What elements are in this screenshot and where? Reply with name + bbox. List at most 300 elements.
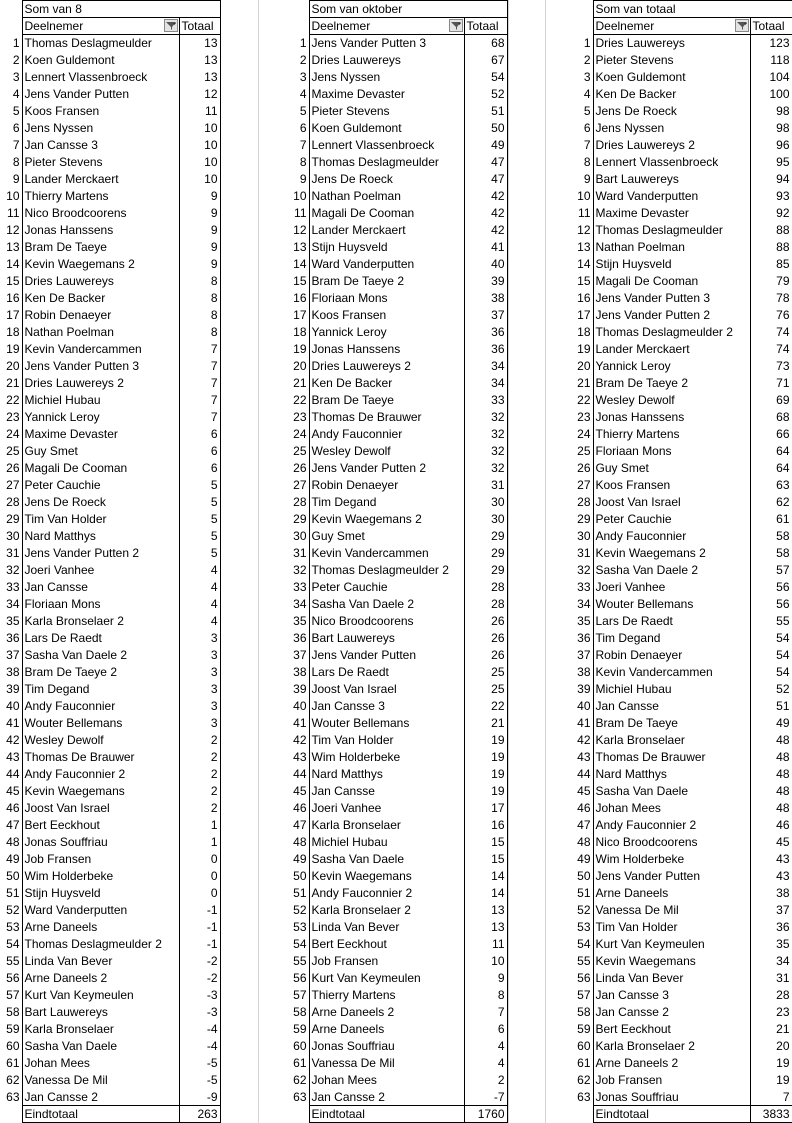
table-row[interactable] [288,817,507,834]
row-number: 53 [577,920,591,934]
table-row[interactable] [0,188,220,205]
table-row[interactable] [288,256,507,273]
participant-name: Nard Matthys [593,766,750,783]
table-row[interactable] [288,664,507,681]
participant-total: 43 [750,851,792,868]
table-row[interactable] [288,885,507,902]
table-row[interactable] [288,35,507,52]
table-row[interactable] [0,834,220,851]
table-row[interactable] [0,1021,220,1038]
row-number: 9 [12,172,20,186]
participant-total: 15 [464,851,507,868]
participant-total: 3 [179,681,220,698]
participant-name: Vanessa De Mil [593,902,750,919]
participant-total: 9 [179,256,220,273]
row-number: 18 [6,325,20,339]
table-row[interactable] [288,52,507,69]
table-row[interactable] [0,35,220,52]
row-number: 38 [6,665,20,679]
participant-name: Karla Bronselaer [22,1021,179,1038]
header-deelnemer-label: Deelnemer [311,19,371,33]
participant-name: Bart Lauwereys [593,171,750,188]
table-row[interactable] [0,69,220,86]
table-row[interactable] [288,494,507,511]
table-row[interactable] [0,579,220,596]
table-row[interactable] [288,409,507,426]
table-row[interactable] [572,1055,792,1072]
table-row[interactable] [288,562,507,579]
participant-name: Sasha Van Daele [593,783,750,800]
row-number: 19 [6,342,20,356]
table-row[interactable] [288,681,507,698]
participant-name: Ward Vanderputten [22,902,179,919]
table-row[interactable] [288,715,507,732]
participant-name: Wesley Dewolf [309,443,464,460]
table-row[interactable] [288,783,507,800]
table-row[interactable] [288,630,507,647]
table-row[interactable] [0,511,220,528]
participant-total: 7 [464,1004,507,1021]
table-row[interactable] [0,239,220,256]
table-row[interactable] [572,970,792,987]
table-row[interactable] [572,800,792,817]
table-row[interactable] [288,613,507,630]
table-row[interactable] [0,86,220,103]
table-row[interactable] [288,171,507,188]
participant-total: 26 [464,647,507,664]
table-row[interactable] [288,477,507,494]
table-row[interactable] [0,987,220,1004]
participant-name: Pieter Stevens [22,154,179,171]
row-number: 38 [577,665,591,679]
table-row[interactable] [0,392,220,409]
row-number: 54 [293,937,307,951]
row-number: 22 [293,393,307,407]
table-row[interactable] [0,868,220,885]
table-row[interactable] [0,1055,220,1072]
table-row[interactable] [572,749,792,766]
table-row[interactable] [572,494,792,511]
participant-total: 56 [750,596,792,613]
table-row[interactable] [572,273,792,290]
table-row[interactable] [572,766,792,783]
table-row[interactable] [572,120,792,137]
table-row[interactable] [0,137,220,154]
participant-total: 3 [179,664,220,681]
table-row[interactable] [0,732,220,749]
table-row[interactable] [288,698,507,715]
participant-name: Jan Cansse 3 [22,137,179,154]
participant-name: Koos Fransen [593,477,750,494]
table-row[interactable] [0,273,220,290]
table-row[interactable] [288,154,507,171]
table-row[interactable] [288,341,507,358]
table-row[interactable] [288,511,507,528]
participant-name: Thomas Deslagmeulder [593,222,750,239]
table-row[interactable] [572,477,792,494]
table-row[interactable] [288,936,507,953]
row-number: 21 [577,376,591,390]
table-row[interactable] [0,953,220,970]
table-row[interactable] [288,579,507,596]
participant-name: Jens Vander Putten 2 [309,460,464,477]
table-row[interactable] [572,545,792,562]
table-row[interactable] [572,1021,792,1038]
participant-name: Johan Mees [593,800,750,817]
participant-name: Andy Fauconnier [309,426,464,443]
table-row[interactable] [572,188,792,205]
table-row[interactable] [572,392,792,409]
row-number: 45 [577,784,591,798]
table-row[interactable] [0,120,220,137]
participant-total: 54 [464,69,507,86]
table-row[interactable] [572,341,792,358]
table-row[interactable] [0,698,220,715]
participant-total: 10 [179,120,220,137]
table-row[interactable] [572,426,792,443]
table-row[interactable] [288,103,507,120]
table-row[interactable] [572,919,792,936]
table-row[interactable] [288,375,507,392]
participant-total: 13 [179,52,220,69]
table-row[interactable] [572,868,792,885]
filter-dropdown-icon[interactable] [735,19,749,32]
table-row[interactable] [572,732,792,749]
participant-name: Pieter Stevens [309,103,464,120]
row-number: 32 [577,563,591,577]
row-number: 41 [577,716,591,730]
table-row[interactable] [0,800,220,817]
row-number-empty [0,1106,22,1123]
participant-name: Maxime Devaster [309,86,464,103]
table-row[interactable] [0,52,220,69]
table-row[interactable] [0,902,220,919]
table-row[interactable] [288,749,507,766]
table-row[interactable] [572,936,792,953]
table-row[interactable] [572,647,792,664]
table-row[interactable] [288,596,507,613]
participant-total: 6 [179,443,220,460]
table-row[interactable] [288,1021,507,1038]
row-number: 12 [293,223,307,237]
table-row[interactable] [572,630,792,647]
table-row[interactable] [0,664,220,681]
participant-name: Johan Mees [22,1055,179,1072]
participant-name: Koen Guldemont [22,52,179,69]
table-row[interactable] [0,409,220,426]
table-row[interactable] [0,613,220,630]
participant-name: Yannick Leroy [309,324,464,341]
participant-total: 19 [464,766,507,783]
table-row[interactable] [572,460,792,477]
table-row[interactable] [572,528,792,545]
table-row[interactable] [572,154,792,171]
table-row[interactable] [572,358,792,375]
table-row[interactable] [288,970,507,987]
participant-total: 32 [464,443,507,460]
table-row[interactable] [572,885,792,902]
table-row[interactable] [0,477,220,494]
row-number: 19 [577,342,591,356]
table-row[interactable] [288,732,507,749]
participant-name: Maxime Devaster [22,426,179,443]
row-number: 48 [577,835,591,849]
table-row[interactable] [572,902,792,919]
table-row[interactable] [0,783,220,800]
participant-total: 7 [179,375,220,392]
table-row[interactable] [0,205,220,222]
table-row[interactable] [288,1038,507,1055]
table-row[interactable] [288,987,507,1004]
participant-name: Jan Cansse 2 [309,1089,464,1106]
table-row[interactable] [572,1072,792,1089]
participant-name: Yannick Leroy [593,358,750,375]
table-row[interactable] [288,460,507,477]
participant-name: Jan Cansse [309,783,464,800]
table-row[interactable] [572,443,792,460]
row-number: 54 [6,937,20,951]
row-number: 61 [577,1056,591,1070]
participant-name: Koos Fransen [309,307,464,324]
table-row[interactable] [572,834,792,851]
participant-name: Karla Bronselaer [309,817,464,834]
participant-total: -7 [464,1089,507,1106]
table-row[interactable] [572,698,792,715]
pivot-grid [288,0,508,1123]
table-row[interactable] [572,239,792,256]
table-row[interactable] [288,86,507,103]
table-row[interactable] [572,137,792,154]
table-row[interactable] [0,375,220,392]
table-row[interactable] [288,1004,507,1021]
table-row[interactable] [288,1072,507,1089]
participant-total: 28 [750,987,792,1004]
participant-name: Tim Degand [22,681,179,698]
table-row[interactable] [288,69,507,86]
table-row[interactable] [288,1089,507,1106]
row-number: 55 [6,954,20,968]
table-row[interactable] [288,290,507,307]
participant-name: Thomas Deslagmeulder [22,35,179,52]
table-row[interactable] [0,494,220,511]
table-row[interactable] [572,52,792,69]
table-row[interactable] [572,375,792,392]
table-row[interactable] [288,902,507,919]
row-number: 1 [299,36,307,50]
table-row[interactable] [288,426,507,443]
table-row[interactable] [288,273,507,290]
row-number: 5 [12,104,20,118]
row-number: 24 [293,427,307,441]
table-row[interactable] [288,834,507,851]
table-row[interactable] [0,103,220,120]
participant-name: Bart Lauwereys [309,630,464,647]
table-row[interactable] [572,817,792,834]
table-row[interactable] [0,528,220,545]
participant-total: 66 [750,426,792,443]
participant-total: 20 [750,1038,792,1055]
row-number: 52 [577,903,591,917]
table-row[interactable] [0,766,220,783]
table-row[interactable] [288,205,507,222]
table-row[interactable] [288,1055,507,1072]
header-totaal: Totaal [750,18,792,35]
table-row[interactable] [288,868,507,885]
table-row[interactable] [288,358,507,375]
table-row[interactable] [572,103,792,120]
table-row[interactable] [572,86,792,103]
row-number-empty [572,1,593,18]
participant-name: Kevin Waegemans 2 [593,545,750,562]
table-row[interactable] [0,817,220,834]
grand-total-value: 1760 [464,1106,507,1123]
table-row[interactable] [572,256,792,273]
table-row[interactable] [0,460,220,477]
table-row[interactable] [0,749,220,766]
table-row[interactable] [288,953,507,970]
participant-total: 8 [179,273,220,290]
table-row[interactable] [0,290,220,307]
table-row[interactable] [288,222,507,239]
table-row[interactable] [572,851,792,868]
participant-name: Arne Daneels 2 [593,1055,750,1072]
participant-total: 48 [750,732,792,749]
participant-total: 9 [179,188,220,205]
table-row[interactable] [572,681,792,698]
participant-total: 85 [750,256,792,273]
table-row[interactable] [288,307,507,324]
row-number: 7 [299,138,307,152]
table-row[interactable] [572,613,792,630]
table-row[interactable] [572,562,792,579]
table-row[interactable] [288,800,507,817]
table-row[interactable] [0,970,220,987]
table-row[interactable] [572,987,792,1004]
table-row[interactable] [572,953,792,970]
table-row[interactable] [0,630,220,647]
table-row[interactable] [288,137,507,154]
table-row[interactable] [572,664,792,681]
participant-total: 47 [464,154,507,171]
table-row[interactable] [0,222,220,239]
table-row[interactable] [0,562,220,579]
participant-total: 21 [464,715,507,732]
table-row[interactable] [572,1004,792,1021]
table-row[interactable] [288,545,507,562]
table-row[interactable] [288,239,507,256]
table-row[interactable] [572,324,792,341]
table-row[interactable] [288,120,507,137]
table-row[interactable] [0,936,220,953]
participant-total: 42 [464,222,507,239]
table-row[interactable] [0,545,220,562]
participant-name: Tim Van Holder [593,919,750,936]
table-row[interactable] [288,324,507,341]
row-number: 39 [293,682,307,696]
table-row[interactable] [288,443,507,460]
table-row[interactable] [572,222,792,239]
participant-name: Jonas Souffriau [309,1038,464,1055]
table-row[interactable] [0,358,220,375]
gridline [508,0,509,1123]
row-number: 31 [6,546,20,560]
table-row[interactable] [0,851,220,868]
participant-name: Thomas Deslagmeulder 2 [22,936,179,953]
row-number: 52 [293,903,307,917]
table-row[interactable] [572,307,792,324]
table-row[interactable] [0,307,220,324]
participant-total: 4 [179,596,220,613]
table-row[interactable] [0,681,220,698]
table-row[interactable] [0,715,220,732]
table-row[interactable] [0,154,220,171]
table-row[interactable] [0,341,220,358]
table-row[interactable] [0,324,220,341]
table-row[interactable] [288,919,507,936]
table-row[interactable] [572,171,792,188]
table-row[interactable] [0,256,220,273]
filter-dropdown-icon[interactable] [164,19,178,32]
participant-name: Kurt Van Keymeulen [22,987,179,1004]
table-row[interactable] [288,647,507,664]
table-row[interactable] [0,1038,220,1055]
table-row[interactable] [572,596,792,613]
participant-total: 64 [750,460,792,477]
table-row[interactable] [572,579,792,596]
participant-name: Arne Daneels 2 [309,1004,464,1021]
participant-total: 92 [750,205,792,222]
table-row[interactable] [0,1072,220,1089]
table-row[interactable] [0,919,220,936]
table-row[interactable] [0,171,220,188]
table-row[interactable] [572,205,792,222]
header-totaal: Totaal [464,18,507,35]
table-row[interactable] [0,1004,220,1021]
participant-total: 3 [179,630,220,647]
row-number: 46 [577,801,591,815]
table-row[interactable] [572,783,792,800]
row-number: 35 [293,614,307,628]
table-row[interactable] [572,1089,792,1106]
participant-name: Linda Van Bever [22,953,179,970]
table-row[interactable] [572,715,792,732]
table-row[interactable] [288,851,507,868]
table-row[interactable] [572,409,792,426]
table-row[interactable] [0,443,220,460]
table-row[interactable] [288,528,507,545]
participant-name: Michiel Hubau [593,681,750,698]
table-row[interactable] [572,1038,792,1055]
table-row[interactable] [0,885,220,902]
participant-name: Karla Bronselaer 2 [22,613,179,630]
row-number: 22 [577,393,591,407]
table-row[interactable] [0,596,220,613]
participant-name: Stijn Huysveld [309,239,464,256]
table-row[interactable] [572,290,792,307]
table-row[interactable] [572,35,792,52]
table-row[interactable] [0,426,220,443]
table-row[interactable] [288,188,507,205]
row-number: 46 [6,801,20,815]
table-row[interactable] [0,1089,220,1106]
row-number: 61 [293,1056,307,1070]
table-row[interactable] [288,392,507,409]
table-row[interactable] [0,647,220,664]
table-row[interactable] [288,766,507,783]
table-row[interactable] [572,69,792,86]
filter-dropdown-icon[interactable] [449,19,463,32]
table-row[interactable] [572,511,792,528]
